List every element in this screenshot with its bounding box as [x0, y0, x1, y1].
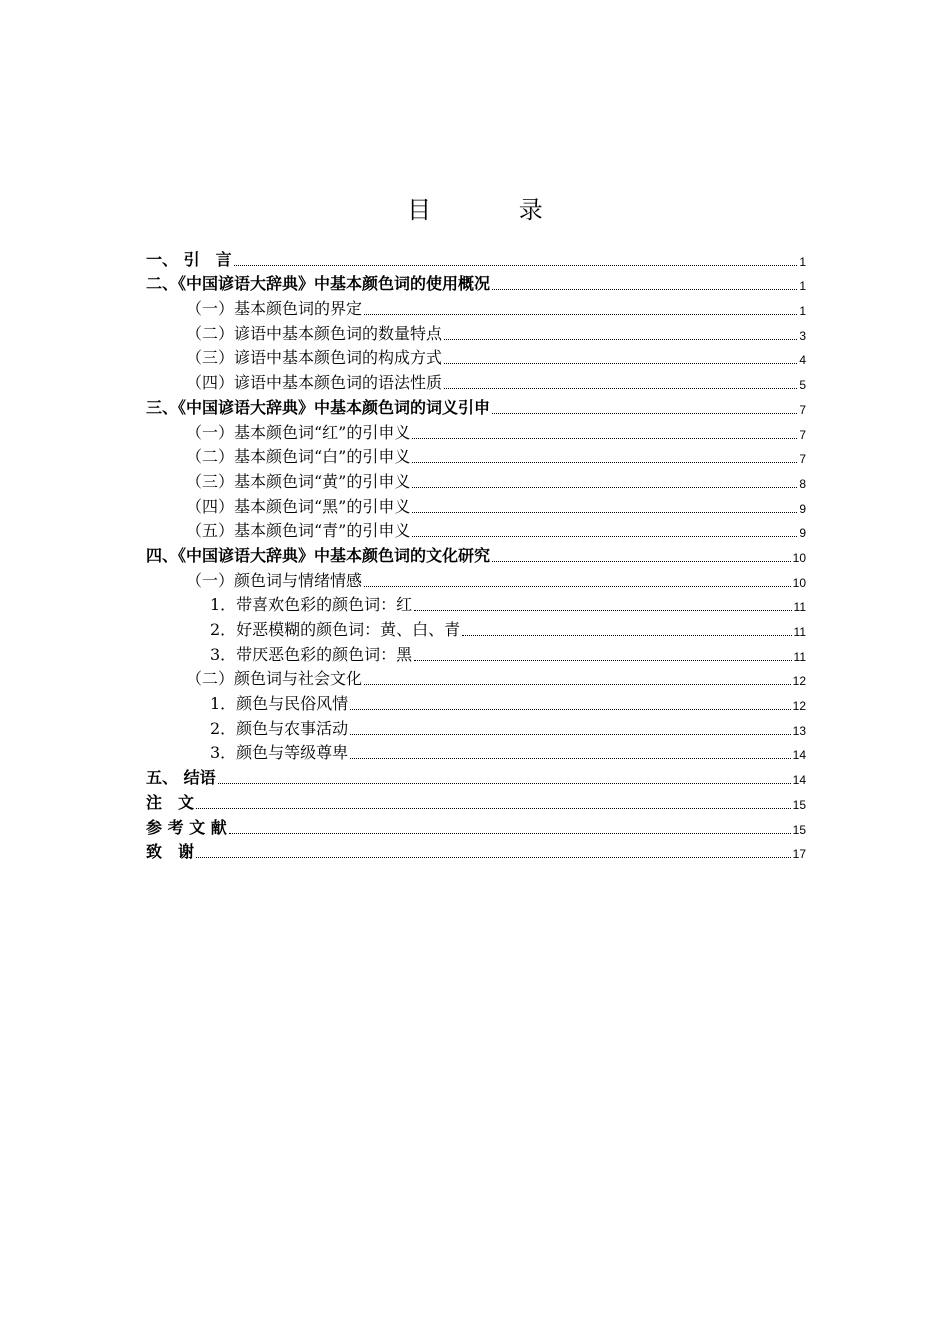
dot-leader [444, 387, 797, 389]
toc-entry[interactable] [146, 468, 806, 493]
toc-entry-page-number: 11 [793, 649, 806, 664]
toc-entry-page-number: 15 [792, 797, 806, 812]
toc-entry[interactable] [146, 394, 806, 419]
dot-leader [364, 683, 791, 685]
toc-entry[interactable] [146, 641, 806, 666]
toc-entry[interactable] [146, 839, 806, 864]
dot-leader [412, 535, 797, 537]
toc-entry[interactable] [146, 690, 806, 715]
toc-entry-page-number: 9 [799, 526, 806, 541]
dot-leader [229, 832, 791, 834]
toc-entry-label: （五）基本颜色词“青”的引申义 [186, 521, 411, 541]
dot-leader [412, 511, 797, 513]
toc-entry[interactable] [146, 715, 806, 740]
dot-leader [412, 437, 797, 439]
toc-entry-page-number: 1 [799, 279, 806, 294]
toc-entry-page-number: 10 [792, 575, 806, 590]
toc-entry-label: 五、 结语 [146, 768, 216, 788]
dot-leader [492, 560, 791, 562]
toc-entry-page-number: 15 [792, 822, 806, 837]
toc-entry-page-number: 1 [799, 254, 806, 269]
toc-entry-page-number: 5 [799, 378, 806, 393]
toc-entry[interactable] [146, 369, 806, 394]
toc-entry-label: 注 文 [146, 792, 195, 812]
toc-entry-label: （四）基本颜色词“黑”的引申义 [186, 496, 411, 516]
dot-leader [462, 634, 791, 636]
toc-entry-page-number: 12 [792, 699, 806, 714]
toc-entry[interactable] [146, 444, 806, 469]
dot-leader [196, 807, 791, 809]
dot-leader [412, 486, 797, 488]
dot-leader [350, 733, 790, 735]
dot-leader [350, 708, 790, 710]
toc-entry-label: （二）基本颜色词“白”的引申义 [186, 447, 411, 467]
table-of-contents [146, 246, 806, 863]
toc-entry-page-number: 7 [799, 427, 806, 442]
toc-entry-label: 2．好恶模糊的颜色词：黄、白、青 [210, 620, 461, 639]
toc-entry-page-number: 11 [793, 625, 806, 639]
toc-entry-label: （一）基本颜色词的界定 [186, 299, 363, 319]
toc-entry-page-number: 17 [792, 847, 806, 862]
toc-entry-page-number: 7 [799, 452, 806, 467]
toc-entry-label: （四）谚语中基本颜色词的语法性质 [186, 373, 443, 393]
toc-entry-page-number: 7 [799, 402, 806, 417]
toc-entry[interactable] [146, 271, 806, 296]
toc-entry[interactable] [146, 567, 806, 592]
dot-leader [218, 782, 791, 784]
dot-leader [364, 313, 797, 315]
toc-entry-page-number: 14 [792, 748, 806, 763]
toc-entry[interactable] [146, 666, 806, 691]
toc-entry[interactable] [146, 542, 806, 567]
toc-entry-page-number: 1 [799, 304, 806, 319]
toc-entry[interactable] [146, 740, 806, 765]
toc-entry-page-number: 14 [792, 773, 806, 788]
toc-entry-label: （二）谚语中基本颜色词的数量特点 [186, 323, 443, 343]
toc-entry[interactable] [146, 814, 806, 839]
toc-entry[interactable] [146, 246, 806, 271]
toc-entry-label: 3．颜色与等级尊卑 [210, 743, 349, 763]
toc-entry-label: （三）基本颜色词“黄”的引申义 [186, 471, 411, 491]
toc-entry[interactable] [146, 345, 806, 370]
toc-entry-page-number: 10 [792, 550, 806, 565]
toc-entry-label: 二、《中国谚语大辞典》中基本颜色词的使用概况 [146, 274, 491, 294]
dot-leader [234, 264, 798, 266]
toc-entry-page-number: 11 [793, 600, 806, 615]
dot-leader [414, 609, 791, 611]
toc-entry[interactable] [146, 320, 806, 345]
toc-entry[interactable] [146, 764, 806, 789]
toc-entry-label: （三）谚语中基本颜色词的构成方式 [186, 348, 443, 368]
toc-entry[interactable] [146, 493, 806, 518]
toc-entry-label: 1．颜色与民俗风情 [210, 694, 349, 714]
toc-entry[interactable] [146, 789, 806, 814]
toc-entry-label: 致 谢 [146, 842, 195, 862]
toc-entry[interactable] [146, 419, 806, 444]
toc-entry-label: 一、 引 言 [146, 249, 232, 269]
toc-entry-label: 参 考 文 献 [146, 817, 227, 837]
toc-entry-page-number: 4 [799, 353, 806, 368]
toc-entry-page-number: 3 [799, 328, 806, 343]
toc-entry[interactable] [146, 518, 806, 543]
dot-leader [364, 585, 791, 587]
dot-leader [492, 412, 797, 414]
toc-entry-label: （二）颜色词与社会文化 [186, 669, 363, 689]
toc-entry-label: 3．带厌恶色彩的颜色词：黑 [210, 644, 413, 664]
toc-entry-label: 四、《中国谚语大辞典》中基本颜色词的文化研究 [146, 545, 491, 565]
dot-leader [444, 338, 797, 340]
dot-leader [444, 362, 797, 364]
toc-entry[interactable] [146, 295, 806, 320]
dot-leader [196, 856, 791, 858]
toc-entry[interactable] [146, 592, 806, 617]
dot-leader [492, 288, 797, 290]
toc-entry-page-number: 8 [799, 476, 806, 491]
toc-entry-label: 三、《中国谚语大辞典》中基本颜色词的词义引申 [146, 397, 491, 417]
toc-entry-page-number: 13 [792, 723, 806, 738]
toc-title: 目 录 [407, 196, 583, 224]
toc-entry[interactable] [146, 616, 806, 641]
dot-leader [350, 757, 790, 759]
toc-entry-label: （一）颜色词与情绪情感 [186, 570, 363, 590]
dot-leader [414, 659, 791, 661]
toc-entry-label: 1．带喜欢色彩的颜色词：红 [210, 595, 413, 615]
toc-entry-page-number: 12 [792, 674, 806, 689]
toc-entry-label: 2．颜色与农事活动 [210, 718, 349, 738]
dot-leader [412, 461, 797, 463]
toc-entry-label: （一）基本颜色词“红”的引申义 [186, 422, 411, 442]
toc-entry-page-number: 9 [799, 501, 806, 516]
